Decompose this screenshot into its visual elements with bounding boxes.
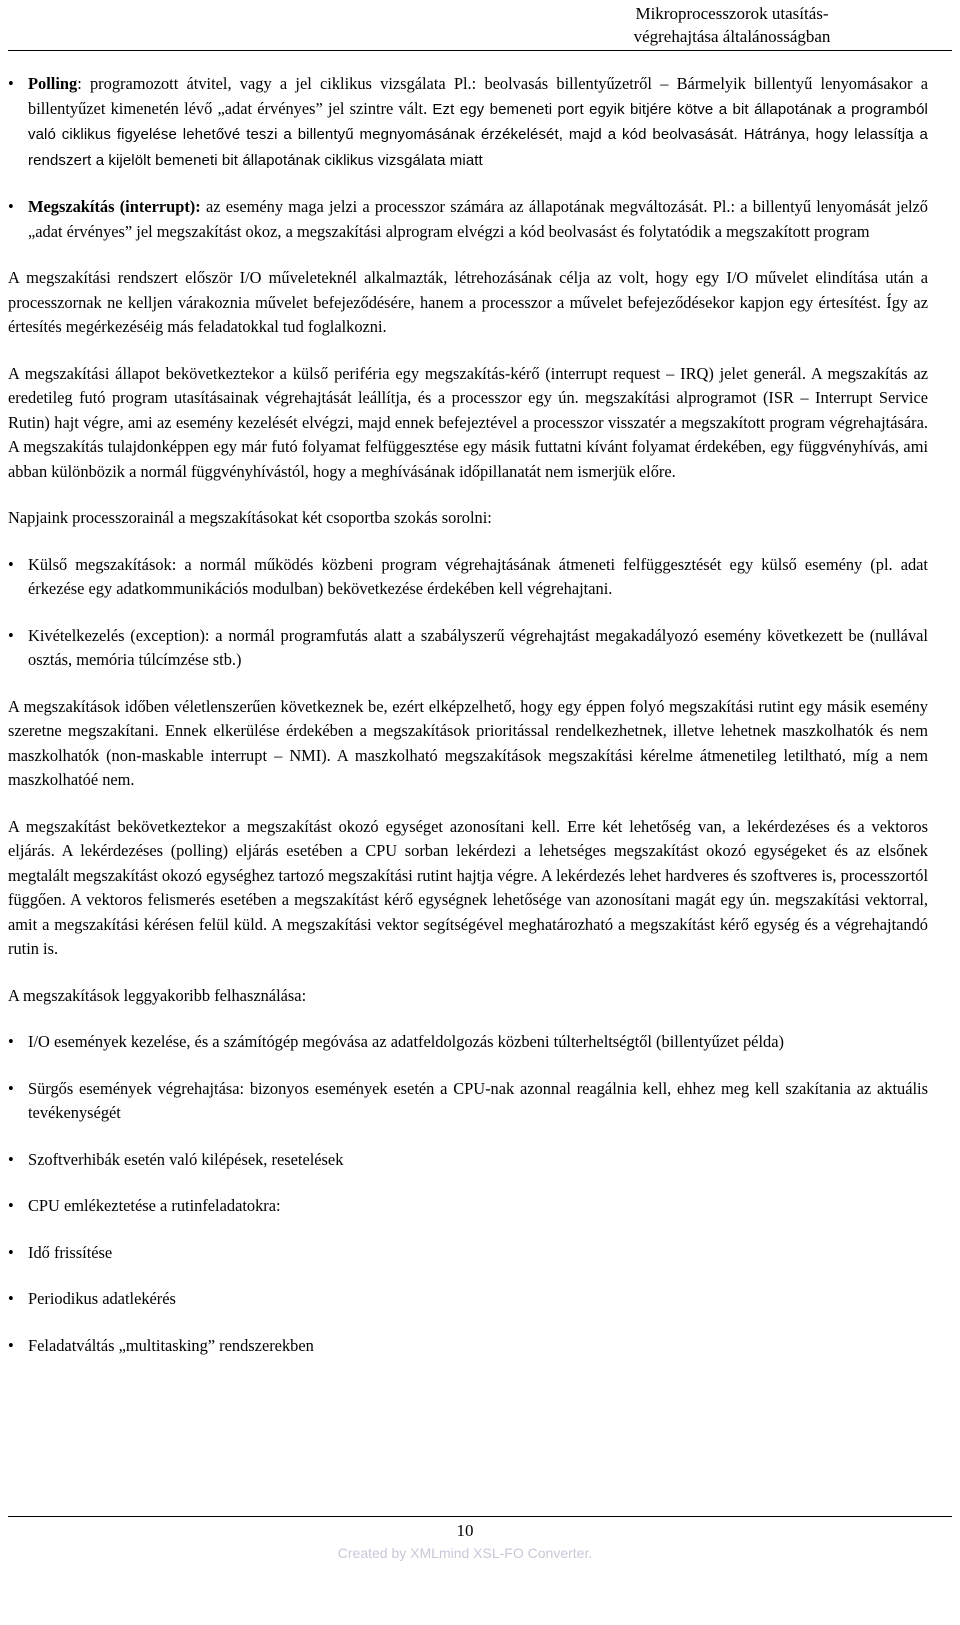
bullet-dot: • — [8, 1335, 14, 1355]
list-item-use — [8, 1241, 928, 1266]
list-item-use — [8, 1287, 928, 1312]
paragraph-uses-intro: A megszakítások leggyakoribb felhasználása: — [8, 985, 307, 1005]
running-header — [532, 2, 932, 48]
list-item-use — [8, 1334, 928, 1359]
watermark-brand: XMLmind XSL-FO Converter — [410, 1545, 589, 1561]
bullet-dot: • — [8, 1196, 14, 1215]
list-item-use — [8, 1148, 928, 1173]
list-item-text: Külső megszakítások: a normál működés közbeni program végrehajtásának átmeneti felfüggesztését egy külső esemény (pl. adat érkezése egy adatkommunikációs modulban) bekövetkezése érdekében kell végrehajtani. — [28, 554, 928, 598]
list-item-exceptions — [8, 624, 928, 673]
bullet-dot: • — [8, 1149, 14, 1169]
header-title-line-2: végrehajtása általánosságban — [633, 27, 831, 46]
polling-text-b: Ezt egy bemeneti port egyik bitjére kötve a bit állapotának a programból való ciklikus figyelése lehetővé teszi a billentyű megnyomásának érzékelését, majd a kód beolvasását. Hátránya, hogy lelassítja a rendszert a kijelölt bemeneti bit állapotának ciklikus vizsgálata miatt — [28, 100, 928, 169]
polling-term: Polling — [28, 74, 78, 93]
bullet-dot: • — [8, 1242, 14, 1262]
list-item-text: CPU emlékeztetése a rutinfeladatokra: — [28, 1196, 281, 1215]
watermark-suffix: . — [588, 1545, 593, 1561]
list-item-text: Kivételkezelés (exception): a normál programfutás alatt a szabályszerű végrehajtást megakadályozó esemény következett be (nullával osztás, memória túlcímzése stb.) — [28, 625, 928, 669]
list-item-text: Szoftverhibák esetén való kilépések, resetelések — [28, 1149, 344, 1169]
converter-watermark — [0, 1545, 930, 1561]
bullet-dot: • — [8, 1032, 14, 1051]
list-item-text: Feladatváltás „multitasking” rendszerekben — [28, 1335, 314, 1355]
list-item-external-interrupts — [8, 553, 928, 602]
bullet-interrupt — [8, 195, 928, 244]
bullet-dot: • — [8, 554, 14, 574]
interrupt-text-b: a billentyű lenyomását jelző „adat érvényes” jel megszakítást okoz, a megszakítási alprogram elvégzi a kód beolvasást és folytatódik a megszakított program — [28, 197, 929, 241]
bullet-dot: • — [8, 1289, 14, 1308]
header-divider — [8, 50, 952, 51]
list-item-use — [8, 1030, 928, 1055]
interrupt-text-a: az esemény maga jelzi a processzor számára az állapotának megváltozását. Pl.: — [200, 197, 736, 216]
interrupt-term: Megszakítás (interrupt): — [28, 197, 201, 216]
paragraph-priority: A megszakítások időben véletlenszerűen következnek be, ezért elképzelhető, hogy egy éppen folyó megszakítási rutint egy másik esemény szeretne megszakítani. Ennek elkerülése érdekében a megszakítások prioritással rendelkezhetnek, illetve lehetnek maszkolhatók és nem maszkolhatók (non-maskable interrupt – NMI). A maszkolható megszakítások megszakítási kérelme átmenetileg letiltható, míg a nem maszkolhatóé nem. — [8, 696, 928, 789]
list-item-text: Idő frissítése — [28, 1242, 113, 1262]
page-number: 10 — [456, 1521, 474, 1540]
bullet-polling — [8, 72, 928, 173]
paragraph-identification: A megszakítást bekövetkeztekor a megszakítást okozó egységet azonosítani kell. Erre két lehetőség van, a lekérdezéses és a vektoros eljárás. A lekérdezéses (polling) eljárás esetében a CPU sorban lekérdezi a lehetséges megszakítást okozó egységeket és az elsőnek megtalált megszakítást okozó egységhez tartozó megszakítási rutint hajtja végre. A lekérdezés lehet hardveres és szoftveres is, processzortól függően. A vektoros felismerés esetében a megszakítást kérő egységnek lehetősége van azonosítani magát egy ún. megszakítási vektorral, amit a megszakítási kérésen felül küld. A megszakítási vektor segítségével meghatározható a megszakítást kérő egység és a végrehajtandó rutin is. — [8, 816, 928, 958]
list-item-text: Sürgős események végrehajtása: bizonyos események esetén a CPU-nak azonnal reagálnia kell, ehhez meg kell szakítania az aktuális tevékenységét — [28, 1078, 928, 1122]
paragraph-irq: A megszakítási állapot bekövetkeztekor a külső periféria egy megszakítás-kérő (interrupt request – IRQ) jelet generál. A megszakítás az eredetileg futó program utasításainak végrehajtását leállítja, és a processzor egy ún. megszakítási alprogramot (ISR – Interrupt Service Rutin) hajt végre, ami az esemény kezelését elvégzi, majd ennek befejeztével a processzor visszatér a megszakított program végrehajtására. A megszakítás tulajdonképpen egy már futó folyamat felfüggesztése egy másik futtatni kívánt folyamat érdekében, egy függvényhívás, ami abban különbözik a normál függvényhívástól, hogy a meghívásának időpillanatát nem ismerjük előre. — [8, 363, 928, 481]
list-item-text: I/O események kezelése, és a számítógép megóvása az adatfeldolgozás közbeni túlterheltségtől (billentyűzet példa) — [28, 1032, 784, 1051]
page-body — [8, 72, 928, 1380]
list-item-use — [8, 1077, 928, 1126]
list-item-use — [8, 1194, 928, 1219]
bullet-dot: • — [8, 197, 14, 216]
list-item-text: Periodikus adatlekérés — [28, 1289, 176, 1308]
paragraph-io-origin: A megszakítási rendszert először I/O műveleteknél alkalmazták, létrehozásának célja az volt, hogy egy I/O művelet elindítása után a processzornak ne kelljen várakoznia művelet befejeződésére, hanem a processzor a művelet befejeződésekor kapjon egy értesítést. Így az értesítés megérkezéséig más feladatokkal tud foglalkozni. — [8, 268, 928, 336]
header-title-line-1: Mikroprocesszorok utasítás- — [635, 4, 829, 23]
bullet-dot: • — [8, 74, 14, 93]
bullet-dot: • — [8, 625, 14, 645]
paragraph-groups-intro: Napjaink processzorainál a megszakításokat két csoportba szokás sorolni: — [8, 508, 492, 527]
bullet-dot: • — [8, 1078, 14, 1098]
footer-divider — [8, 1516, 952, 1517]
watermark-prefix: Created by — [337, 1545, 411, 1561]
polling-text-a: : programozott átvitel, vagy a jel ciklikus vizsgálata Pl.: beolvasás billentyűzetről – Bármelyik billentyű lenyomásakor a billentyűzet kimenetén lévő „adat érvényes” jel szintre vált. — [28, 74, 928, 118]
